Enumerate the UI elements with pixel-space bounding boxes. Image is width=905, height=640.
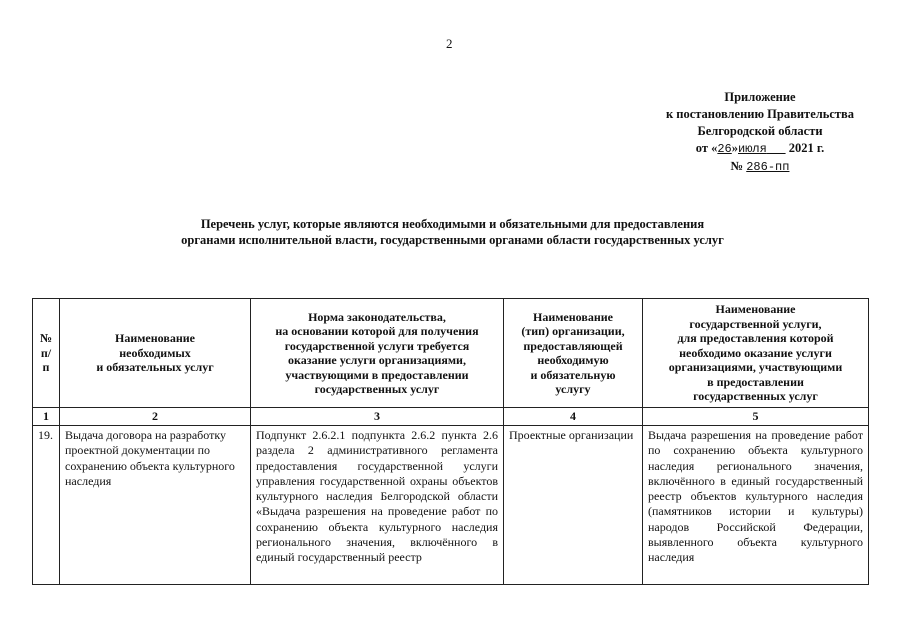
header-cell [643, 299, 869, 408]
resolution-number: 286-пп [746, 160, 790, 174]
date-year: 2021 г. [788, 141, 825, 155]
header-service-name: Наименование необходимых и обязательных услуг [96, 331, 214, 375]
row-organization: Проектные организации [504, 426, 643, 585]
date-day: 26 [717, 142, 732, 156]
table-header-row [33, 299, 869, 408]
header-cell [251, 299, 504, 408]
date-prefix: от « [695, 141, 718, 155]
date-mid: » [731, 141, 739, 155]
header-cell [33, 299, 60, 408]
appendix-number-line [640, 158, 880, 176]
appendix-heading: Приложение [724, 90, 796, 104]
column-number: 2 [60, 408, 251, 426]
header-legal-norm: Норма законодательства, на основании которой для получения государственной услуги требуется оказание услуги организациями, участвующими в предоставлении государственных услуг [275, 309, 479, 396]
number-prefix: № [730, 159, 744, 173]
header-state-service: Наименование государственной услуги, для предоставления которой необходимо оказание услуги организациями, участвующими в предоставлении государственных услуг [668, 302, 843, 404]
column-number-row [33, 408, 869, 426]
header-cell [60, 299, 251, 408]
date-month: июля [738, 142, 767, 156]
row-state-service: Выдача разрешения на проведение работ по сохранению объекта культурного наследия регионального значения, включённого в единый государственный реестр объектов культурного наследия (памятников истории и культуры) народов Российской Федерации, выявленного объекта культурного наследия [643, 426, 869, 585]
appendix-region-line: Белгородской области [697, 124, 823, 138]
row-service-name: Выдача договора на разработку проектной документации по сохранению объекта культурного наследия [60, 426, 251, 585]
header-organization: Наименование (тип) организации, предоставляющей необходимую и обязательную услугу [521, 309, 625, 396]
column-number: 4 [504, 408, 643, 426]
appendix-resolution-line: к постановлению Правительства [665, 107, 855, 121]
header-number: № п/п [39, 331, 53, 375]
title-line-2: органами исполнительной власти, государственными органами области государственных услуг [181, 233, 724, 247]
column-number: 3 [251, 408, 504, 426]
document-title [0, 216, 905, 248]
header-cell [504, 299, 643, 408]
title-line-1: Перечень услуг, которые являются необходимыми и обязательными для предоставления [200, 217, 705, 231]
appendix-date-line [640, 140, 880, 158]
row-legal-norm: Подпункт 2.6.2.1 подпункта 2.6.2 пункта 2.6 раздела 2 административного регламента предоставления государственной услуги управления государственной охраны объектов культурного наследия Белгородской области «Выдача разрешения на проведение работ по сохранению объекта культурного наследия регионального значения, включённого в единый государственный реестр [251, 426, 504, 585]
column-number: 1 [33, 408, 60, 426]
table-row [33, 426, 869, 585]
appendix-block [640, 89, 880, 176]
column-number: 5 [643, 408, 869, 426]
row-number: 19. [33, 426, 60, 585]
page-number: 2 [446, 36, 453, 51]
services-table [32, 298, 869, 585]
